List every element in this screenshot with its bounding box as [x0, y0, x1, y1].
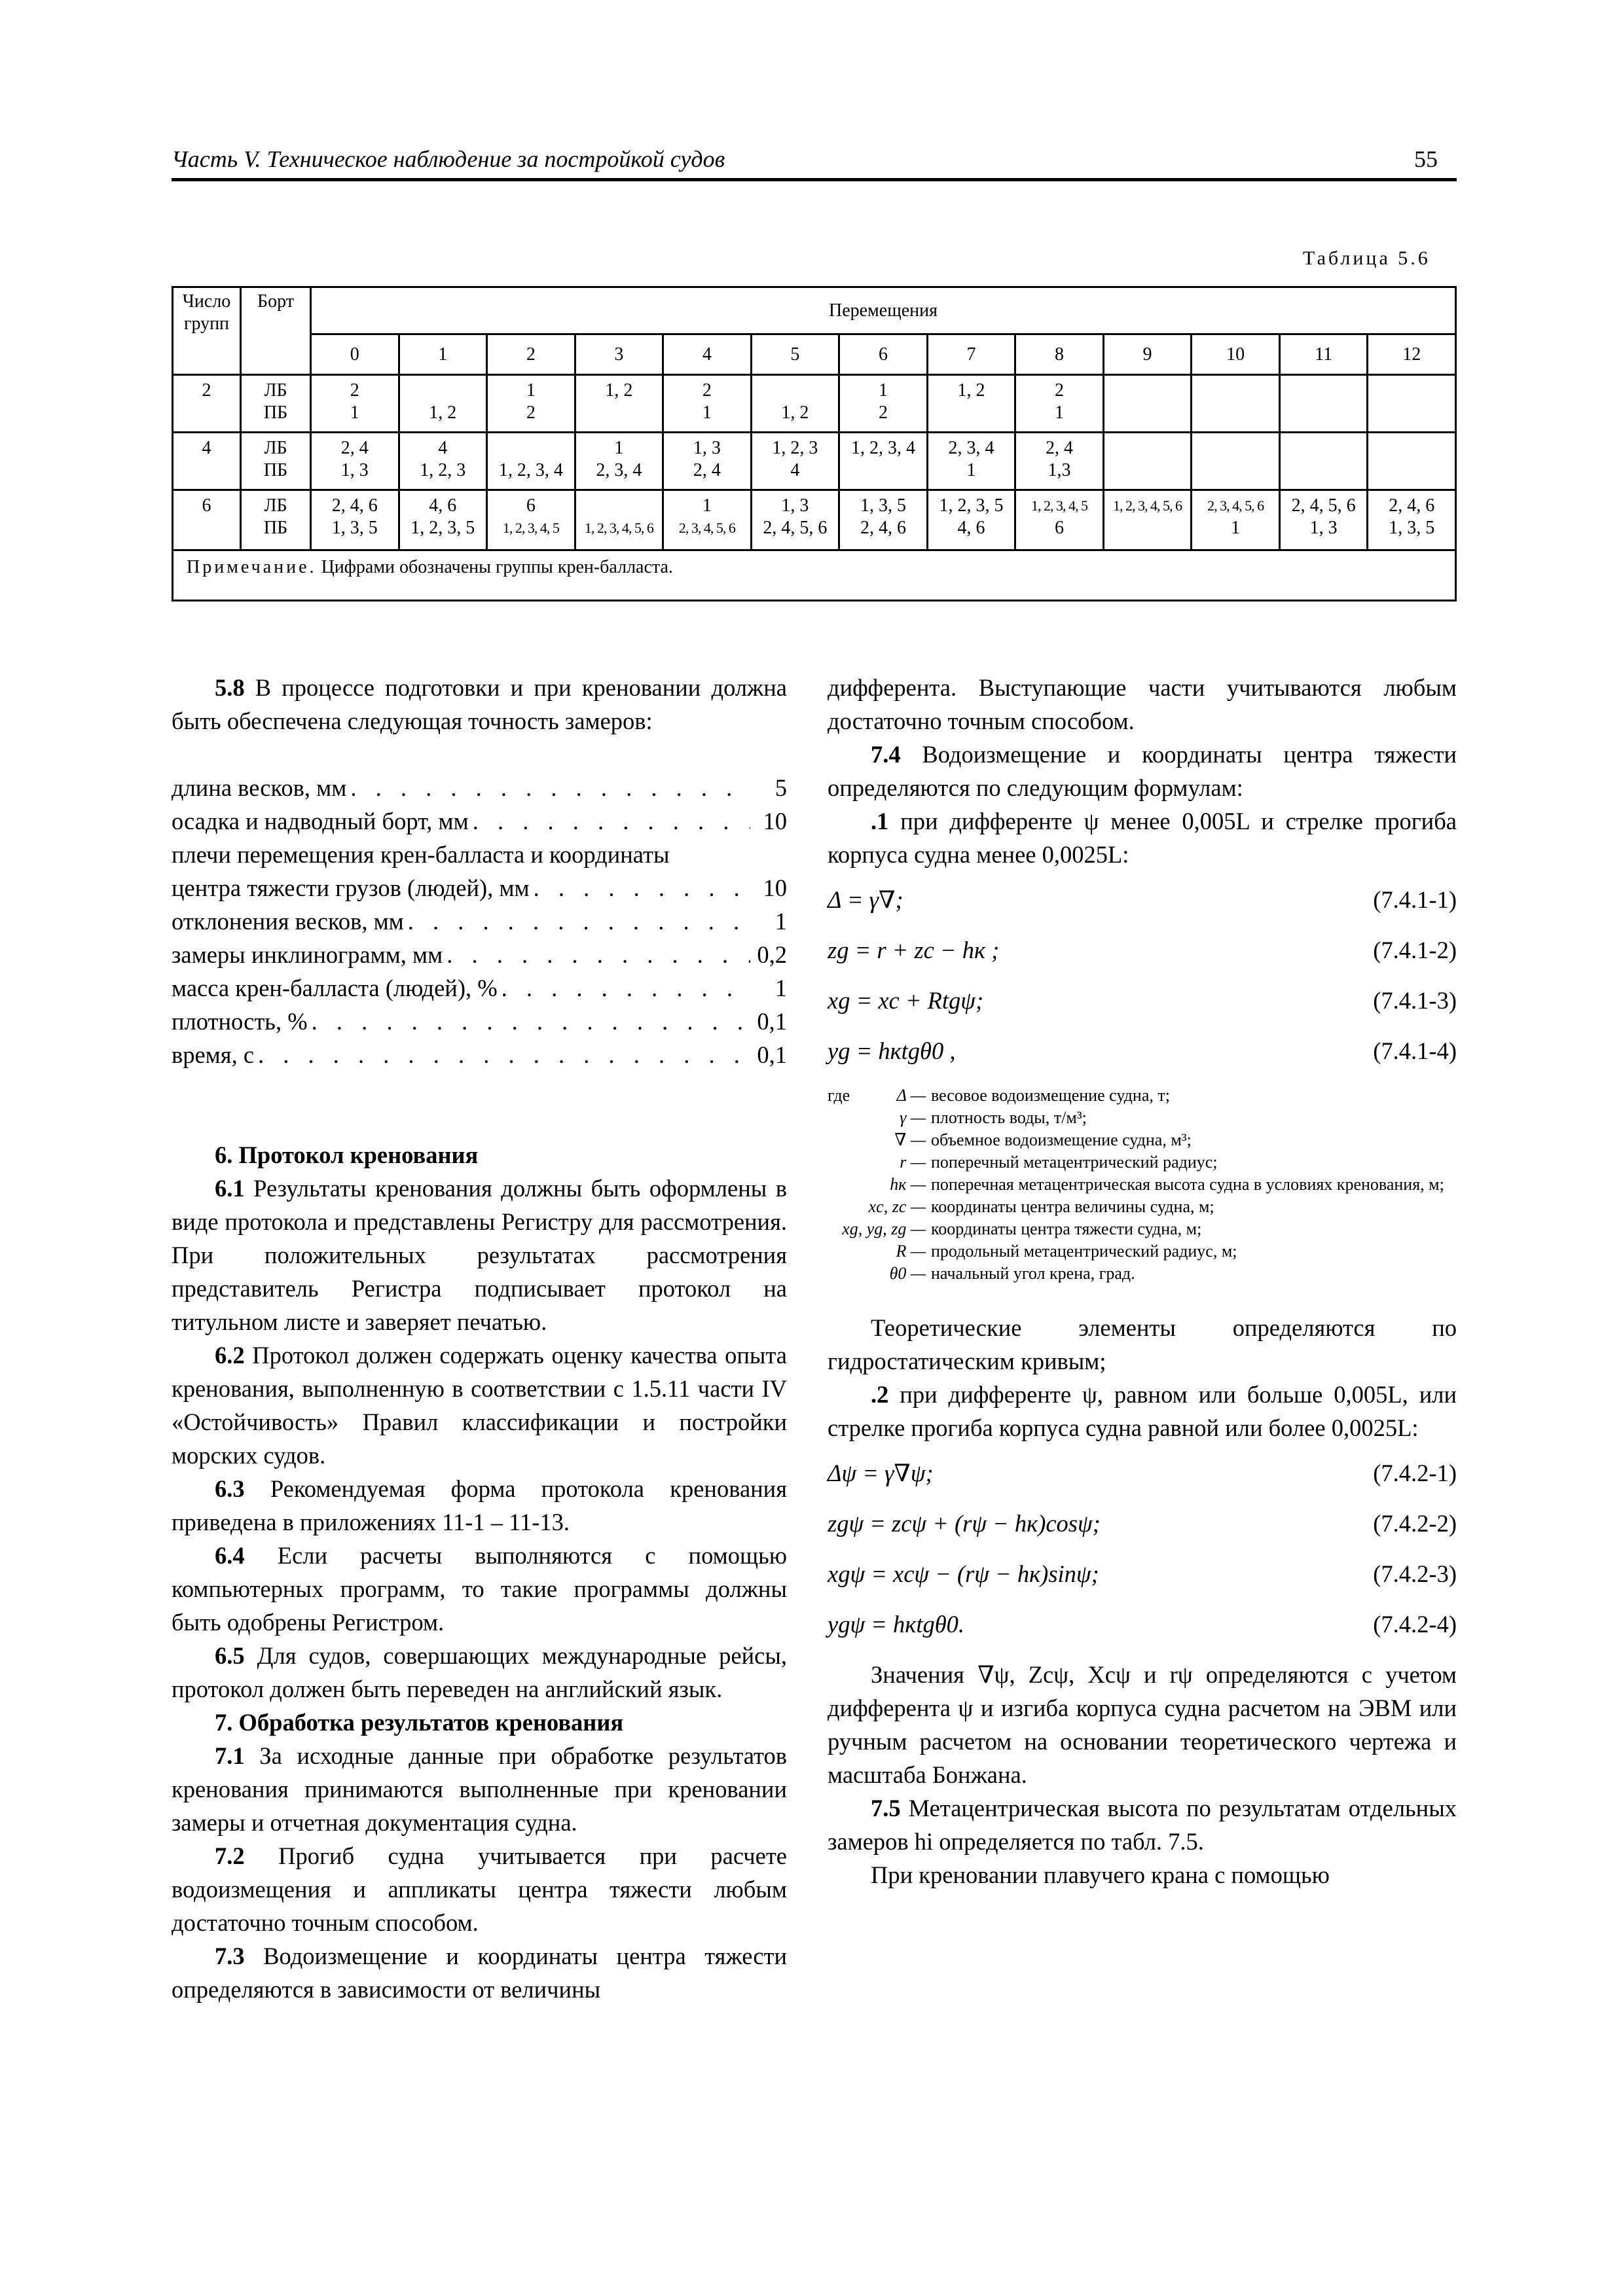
ballast-groups: 1, 2, 3, 4, 5, 6 [584, 520, 653, 536]
ballast-groups: 2, 4, 5, 6 [763, 518, 828, 538]
ballast-groups: 2, 3, 4 [596, 460, 642, 480]
accuracy-item [172, 804, 787, 838]
legend-text: поперечный метацентрический радиус; [931, 1153, 1218, 1172]
move-cell [839, 433, 928, 490]
ballast-groups [1192, 437, 1279, 459]
ballast-groups [1192, 380, 1279, 402]
ballast-groups: 1, 2 [957, 380, 985, 401]
legend-symbol: R — [896, 1242, 926, 1261]
move-cell [751, 433, 839, 490]
ballast-groups: 2, 3, 4 [948, 438, 994, 458]
accuracy-value: 0,1 [757, 1008, 787, 1035]
leader-dots [350, 771, 750, 804]
ballast-groups: 2 [350, 380, 359, 401]
accuracy-label: масса крен-балласта (людей), % [172, 975, 498, 1001]
move-cell [927, 375, 1015, 433]
ballast-groups [1368, 437, 1455, 459]
move-cell [1192, 490, 1280, 550]
ballast-groups: 1, 3 [781, 495, 809, 516]
accuracy-label: замеры инклинограмм, мм [172, 941, 443, 968]
move-col-header: 9 [1103, 334, 1192, 375]
formula-number: (7.4.1-3) [1373, 987, 1457, 1014]
header-rule [172, 178, 1457, 181]
formula-line [828, 933, 1457, 967]
ballast-groups [576, 495, 663, 517]
move-cell [1103, 490, 1192, 550]
ballast-groups: 2, 4 [693, 460, 721, 480]
accuracy-value: 1 [775, 975, 787, 1001]
move-cell [927, 490, 1015, 550]
ballast-groups: 1, 2 [781, 403, 809, 423]
move-cell [311, 433, 399, 490]
paragraph-7-4-2: .2 при дифференте ψ, равном или больше 0,005L, или стрелке прогиба корпуса судна равной или более 0,0025L: [828, 1381, 1457, 1441]
ballast-groups: 1, 2, 3, 4, 5 [1031, 497, 1088, 514]
right-column [828, 671, 1457, 1892]
formula-number: (7.4.1-2) [1373, 937, 1457, 963]
ballast-groups: 1, 2, 3, 4 [850, 438, 915, 458]
move-cell [1192, 375, 1280, 433]
ballast-groups: 1 [614, 438, 624, 458]
ballast-groups: 6 [1055, 518, 1065, 538]
move-cell [1103, 375, 1192, 433]
ballast-groups: 2 [526, 403, 536, 423]
legend-symbol: xc, zc — [868, 1197, 926, 1216]
table-caption: Таблица 5.6 [1303, 247, 1431, 269]
move-cell [575, 433, 663, 490]
move-cell [1192, 433, 1280, 490]
ballast-groups: 1, 2, 3, 5 [939, 495, 1004, 516]
legend-symbol: γ — [900, 1108, 926, 1127]
paragraph-5-8: 5.8 В процессе подготовки и при креновании должна быть обеспечена следующая точность замеров: [172, 674, 787, 734]
formula-line [828, 1456, 1457, 1490]
ballast-groups [1368, 459, 1455, 482]
move-cell [839, 490, 928, 550]
move-cell [487, 433, 575, 490]
ballast-groups: 1, 3 [340, 460, 369, 480]
ballast-groups: 1 [966, 460, 976, 480]
ballast-groups [1192, 402, 1279, 424]
leader-dots [501, 971, 750, 1005]
accuracy-label: время, с [172, 1041, 255, 1068]
formula-line [828, 1557, 1457, 1590]
ballast-groups [1192, 459, 1279, 482]
ballast-groups [488, 437, 574, 459]
ballast-groups: 1, 2, 3, 4, 5 [502, 520, 559, 536]
table-header-groups: Число групп [173, 287, 241, 375]
legend-symbol: ∇ — [894, 1130, 926, 1149]
formula-expression: yg = hкtgθ0 , [828, 1037, 956, 1064]
legend-item [828, 1151, 1457, 1174]
formula-line [828, 1507, 1457, 1540]
leader-dots [408, 905, 750, 938]
move-col-header: 12 [1368, 334, 1456, 375]
ballast-groups [1104, 459, 1191, 482]
ballast-groups [1368, 402, 1455, 424]
side-label: ЛБ [264, 380, 287, 401]
legend-text: поперечная метацентрическая высота судна в условиях кренования, м; [931, 1175, 1444, 1194]
ballast-groups: 1, 3 [1309, 518, 1338, 538]
legend-text: координаты центра тяжести судна, м; [931, 1219, 1202, 1238]
move-cell [751, 375, 839, 433]
legend-item [828, 1085, 1457, 1107]
formula-group-7-4-2 [828, 1456, 1457, 1641]
accuracy-item [172, 905, 787, 938]
paragraph-7-5: 7.5 Метацентрическая высота по результатам отдельных замеров hi определяется по табл. 7.5. [828, 1795, 1457, 1855]
move-cell [663, 490, 752, 550]
ballast-groups: 1, 2 [429, 403, 457, 423]
formula-expression: zgψ = zcψ + (rψ − hк)cosψ; [828, 1510, 1101, 1537]
ballast-groups: 2, 4 [340, 438, 369, 458]
paragraph-6-4: 6.4 Если расчеты выполняются с помощью компьютерных программ, то такие программы должны быть одобрены Регистром. [172, 1542, 787, 1636]
formula-number: (7.4.2-4) [1373, 1611, 1457, 1638]
leader-dots [534, 871, 750, 905]
move-cell [1279, 375, 1368, 433]
move-cell [1015, 375, 1104, 433]
formula-expression: ygψ = hкtgθ0. [828, 1611, 965, 1638]
paragraph-6-2: 6.2 Протокол должен содержать оценку качества опыта кренования, выполненную в соответствии с 1.5.11 части IV «Остойчивость» Правил классификации и постройки морских судов. [172, 1342, 787, 1469]
legend-text: плотность воды, т/м³; [931, 1108, 1087, 1127]
leader-dots [258, 1038, 750, 1071]
accuracy-label: осадка и надводный борт, мм [172, 808, 469, 834]
ballast-groups: 2, 4, 5, 6 [1291, 495, 1356, 516]
accuracy-value: 0,1 [757, 1041, 787, 1068]
table-note: Примечание. Цифрами обозначены группы крен-балласта. [173, 550, 1456, 601]
ballast-groups [1104, 380, 1191, 402]
ballast-groups: 2, 4, 6 [1389, 495, 1435, 516]
ballast-groups [1104, 437, 1191, 459]
legend-symbol: hк — [890, 1175, 926, 1194]
ballast-groups: 2, 4 [1046, 438, 1074, 458]
accuracy-item [172, 1038, 787, 1071]
symbols-legend [828, 1085, 1457, 1285]
ballast-groups: 1, 3 [693, 438, 721, 458]
move-cell [1015, 490, 1104, 550]
accuracy-label: длина весков, мм [172, 774, 347, 801]
groups-cell: 4 [173, 433, 241, 490]
move-col-header: 8 [1015, 334, 1104, 375]
move-cell [1368, 433, 1456, 490]
ballast-groups: 1,3 [1048, 460, 1071, 480]
ballast-groups: 1, 2, 3 [420, 460, 466, 480]
move-cell [1015, 433, 1104, 490]
move-cell [399, 433, 487, 490]
ballast-groups: 4, 6 [957, 518, 985, 538]
ballast-groups: 2, 4, 6 [860, 518, 906, 538]
accuracy-value: 0,2 [757, 941, 787, 968]
table-header-moves: Перемещения [311, 287, 1456, 334]
leader-dots [473, 804, 750, 838]
table-row [173, 375, 1456, 433]
paragraph-7-4-1: .1 при дифференте ψ менее 0,005L и стрелке прогиба корпуса судна менее 0,0025L: [828, 808, 1457, 868]
move-cell [487, 375, 575, 433]
move-cell [487, 490, 575, 550]
ballast-groups: 1, 2, 3, 4, 5, 6 [1113, 497, 1182, 514]
formula-number: (7.4.2-3) [1373, 1560, 1457, 1587]
side-label: ПБ [263, 518, 288, 538]
accuracy-value: 10 [763, 874, 787, 901]
move-cell [399, 375, 487, 433]
ballast-groups [1104, 517, 1191, 539]
move-col-header: 10 [1192, 334, 1280, 375]
ballast-groups: 2, 3, 4, 5, 6 [1207, 497, 1264, 514]
paragraph-6-3: 6.3 Рекомендуемая форма протокола кренования приведена в приложениях 11-1 – 11-13. [172, 1475, 787, 1535]
ballast-groups: 2 [702, 380, 712, 401]
move-col-header: 4 [663, 334, 752, 375]
accuracy-item [172, 1005, 787, 1038]
formula-expression: Δψ = γ∇ψ; [828, 1460, 934, 1486]
ballast-groups: 2 [1055, 380, 1065, 401]
legend-item [828, 1107, 1457, 1129]
side-cell [241, 375, 311, 433]
ballast-groups [1368, 380, 1455, 402]
paragraph-7-2: 7.2 Прогиб судна учитывается при расчете водоизмещения и аппликаты центра тяжести любым достаточно точным способом. [172, 1842, 787, 1936]
accuracy-item [172, 971, 787, 1005]
legend-symbol: Δ — [896, 1086, 926, 1105]
move-cell [663, 375, 752, 433]
legend-item [828, 1240, 1457, 1263]
ballast-groups: 2, 3, 4, 5, 6 [678, 520, 735, 536]
legend-text: весовое водоизмещение судна, т; [931, 1086, 1170, 1105]
accuracy-item [172, 871, 787, 905]
ballast-groups: 4 [438, 438, 448, 458]
ballast-groups: 2, 4, 6 [331, 495, 378, 516]
ballast-groups: 1 [350, 403, 359, 423]
ballast-groups: 1, 2 [605, 380, 633, 401]
move-cell [1368, 375, 1456, 433]
ballast-groups: 1, 2, 3, 5 [410, 518, 475, 538]
move-cell [1103, 433, 1192, 490]
legend-symbol: θ0 — [889, 1264, 926, 1283]
formula-number: (7.4.1-4) [1373, 1037, 1457, 1064]
formula-expression: xgψ = xcψ − (rψ − hк)sinψ; [828, 1560, 1099, 1587]
ballast-groups [1281, 437, 1367, 459]
ballast-groups: 1, 3, 5 [860, 495, 906, 516]
ballast-groups: 1, 3, 5 [331, 518, 378, 538]
accuracy-label: плечи перемещения крен-балласта и координаты [172, 841, 670, 868]
side-label: ЛБ [264, 438, 287, 458]
move-col-header: 0 [311, 334, 399, 375]
ballast-groups: 1 [878, 380, 888, 401]
side-label: ЛБ [264, 495, 287, 516]
paragraph-7-3: 7.3 Водоизмещение и координаты центра тяжести определяются в зависимости от величины [172, 1943, 787, 2003]
table-row [173, 433, 1456, 490]
legend-item [828, 1196, 1457, 1218]
move-cell [1279, 490, 1368, 550]
ballast-groups [928, 402, 1015, 424]
groups-cell: 6 [173, 490, 241, 550]
legend-item [828, 1263, 1457, 1285]
ballast-groups: 6 [526, 495, 536, 516]
legend-text: координаты центра величины судна, м; [931, 1197, 1214, 1216]
formula-expression: zg = r + zc − hк ; [828, 937, 1000, 963]
legend-symbol: xg, yg, zg — [842, 1219, 926, 1238]
paragraph-values: Значения ∇ψ, Zcψ, Xcψ и rψ определяются с учетом дифферента ψ и изгиба корпуса судна расчетом на ЭВМ или ручным расчетом на основании теоретического чертежа и масштаба Бонжана. [828, 1661, 1457, 1788]
ballast-groups [1281, 402, 1367, 424]
move-cell [575, 375, 663, 433]
formula-line [828, 1607, 1457, 1641]
formula-line [828, 1034, 1457, 1067]
side-label: ПБ [263, 403, 288, 423]
legend-where-label: где [828, 1086, 850, 1105]
formula-number: (7.4.1-1) [1373, 886, 1457, 913]
legend-text: продольный метацентрический радиус, м; [931, 1242, 1237, 1261]
move-cell [1368, 490, 1456, 550]
ballast-groups: 4 [790, 460, 800, 480]
ballast-groups: 1 [1055, 403, 1065, 423]
accuracy-item [172, 771, 787, 804]
accuracy-value: 5 [775, 774, 787, 801]
accuracy-label: плотность, % [172, 1008, 308, 1035]
ballast-groups [1281, 380, 1367, 402]
ballast-groups [752, 380, 839, 402]
formula-group-7-4-1 [828, 883, 1457, 1067]
paragraph-7-3-continued: дифферента. Выступающие части учитываются любым достаточно точным способом. [828, 674, 1457, 734]
legend-item [828, 1218, 1457, 1240]
table-header-side: Борт [241, 287, 311, 375]
accuracy-label: центра тяжести грузов (людей), мм [172, 874, 530, 901]
ballast-groups-table [172, 286, 1457, 601]
side-label: ПБ [263, 460, 288, 480]
ballast-groups: 4, 6 [429, 495, 457, 516]
move-cell [399, 490, 487, 550]
accuracy-value: 10 [763, 808, 787, 834]
ballast-groups [400, 380, 486, 402]
move-cell [751, 490, 839, 550]
accuracy-label: отклонения весков, мм [172, 908, 404, 935]
ballast-groups: 2 [878, 403, 888, 423]
move-cell [311, 375, 399, 433]
legend-text: объемное водоизмещение судна, м³; [931, 1130, 1192, 1149]
move-cell [1279, 433, 1368, 490]
legend-item [828, 1174, 1457, 1196]
formula-line [828, 984, 1457, 1017]
move-cell [575, 490, 663, 550]
move-cell [927, 433, 1015, 490]
section-7-title: 7. Обработка результатов кренования [215, 1709, 624, 1736]
paragraph-7-1: 7.1 За исходные данные при обработке результатов кренования принимаются выполненные при креновании замеры и отчетная документация судна. [172, 1742, 787, 1836]
table-row [173, 490, 1456, 550]
ballast-groups: 1 [526, 380, 536, 401]
legend-symbol: r — [900, 1153, 926, 1172]
paragraph-7-4: 7.4 Водоизмещение и координаты центра тяжести определяются по следующим формулам: [828, 741, 1457, 801]
ballast-groups: 1 [702, 403, 712, 423]
leader-dots [312, 1005, 750, 1038]
page-number: 55 [1414, 146, 1438, 172]
ballast-groups [840, 459, 926, 482]
ballast-groups [1104, 402, 1191, 424]
formula-expression: xg = xc + Rtgψ; [828, 987, 984, 1014]
ballast-groups: 1, 2, 3, 4 [498, 460, 563, 480]
move-col-header: 11 [1279, 334, 1368, 375]
ballast-groups [1281, 459, 1367, 482]
left-column [172, 671, 787, 2006]
move-col-header: 6 [839, 334, 928, 375]
legend-item [828, 1129, 1457, 1151]
move-col-header: 1 [399, 334, 487, 375]
running-header-title: Часть V. Техническое наблюдение за постройкой судов [172, 146, 725, 172]
accuracy-item [172, 938, 787, 971]
side-cell [241, 433, 311, 490]
section-6-title: 6. Протокол кренования [215, 1141, 479, 1168]
ballast-groups: 1, 2, 3 [772, 438, 818, 458]
formula-number: (7.4.2-2) [1373, 1510, 1457, 1537]
move-col-header: 5 [751, 334, 839, 375]
ballast-groups: 1, 3, 5 [1389, 518, 1435, 538]
paragraph-6-1: 6.1 Результаты кренования должны быть оформлены в виде протокола и представлены Регистру для рассмотрения. При положительных результатах рассмотрения представитель Регистра подписывает протокол на титульном листе и заверяет печатью. [172, 1175, 787, 1335]
accuracy-value: 1 [775, 908, 787, 935]
move-cell [839, 375, 928, 433]
formula-line [828, 883, 1457, 916]
side-cell [241, 490, 311, 550]
move-col-header: 3 [575, 334, 663, 375]
move-cell [663, 433, 752, 490]
formula-expression: Δ = γ∇; [828, 886, 903, 913]
accuracy-item [172, 838, 787, 871]
groups-cell: 2 [173, 375, 241, 433]
move-col-header: 2 [487, 334, 575, 375]
move-cell [311, 490, 399, 550]
ballast-groups [576, 402, 663, 424]
paragraph-floating-crane: При креновании плавучего крана с помощью [871, 1861, 1330, 1888]
accuracy-list [172, 771, 787, 1071]
move-col-header: 7 [927, 334, 1015, 375]
paragraph-theoretical-elements: Теоретические элементы определяются по гидростатическим кривым; [828, 1314, 1457, 1374]
formula-number: (7.4.2-1) [1373, 1460, 1457, 1486]
ballast-groups: 1 [702, 495, 712, 516]
legend-text: начальный угол крена, град. [931, 1264, 1135, 1283]
paragraph-6-5: 6.5 Для судов, совершающих международные рейсы, протокол должен быть переведен на английский язык. [172, 1642, 787, 1702]
leader-dots [447, 938, 750, 971]
ballast-groups: 1 [1231, 518, 1241, 538]
